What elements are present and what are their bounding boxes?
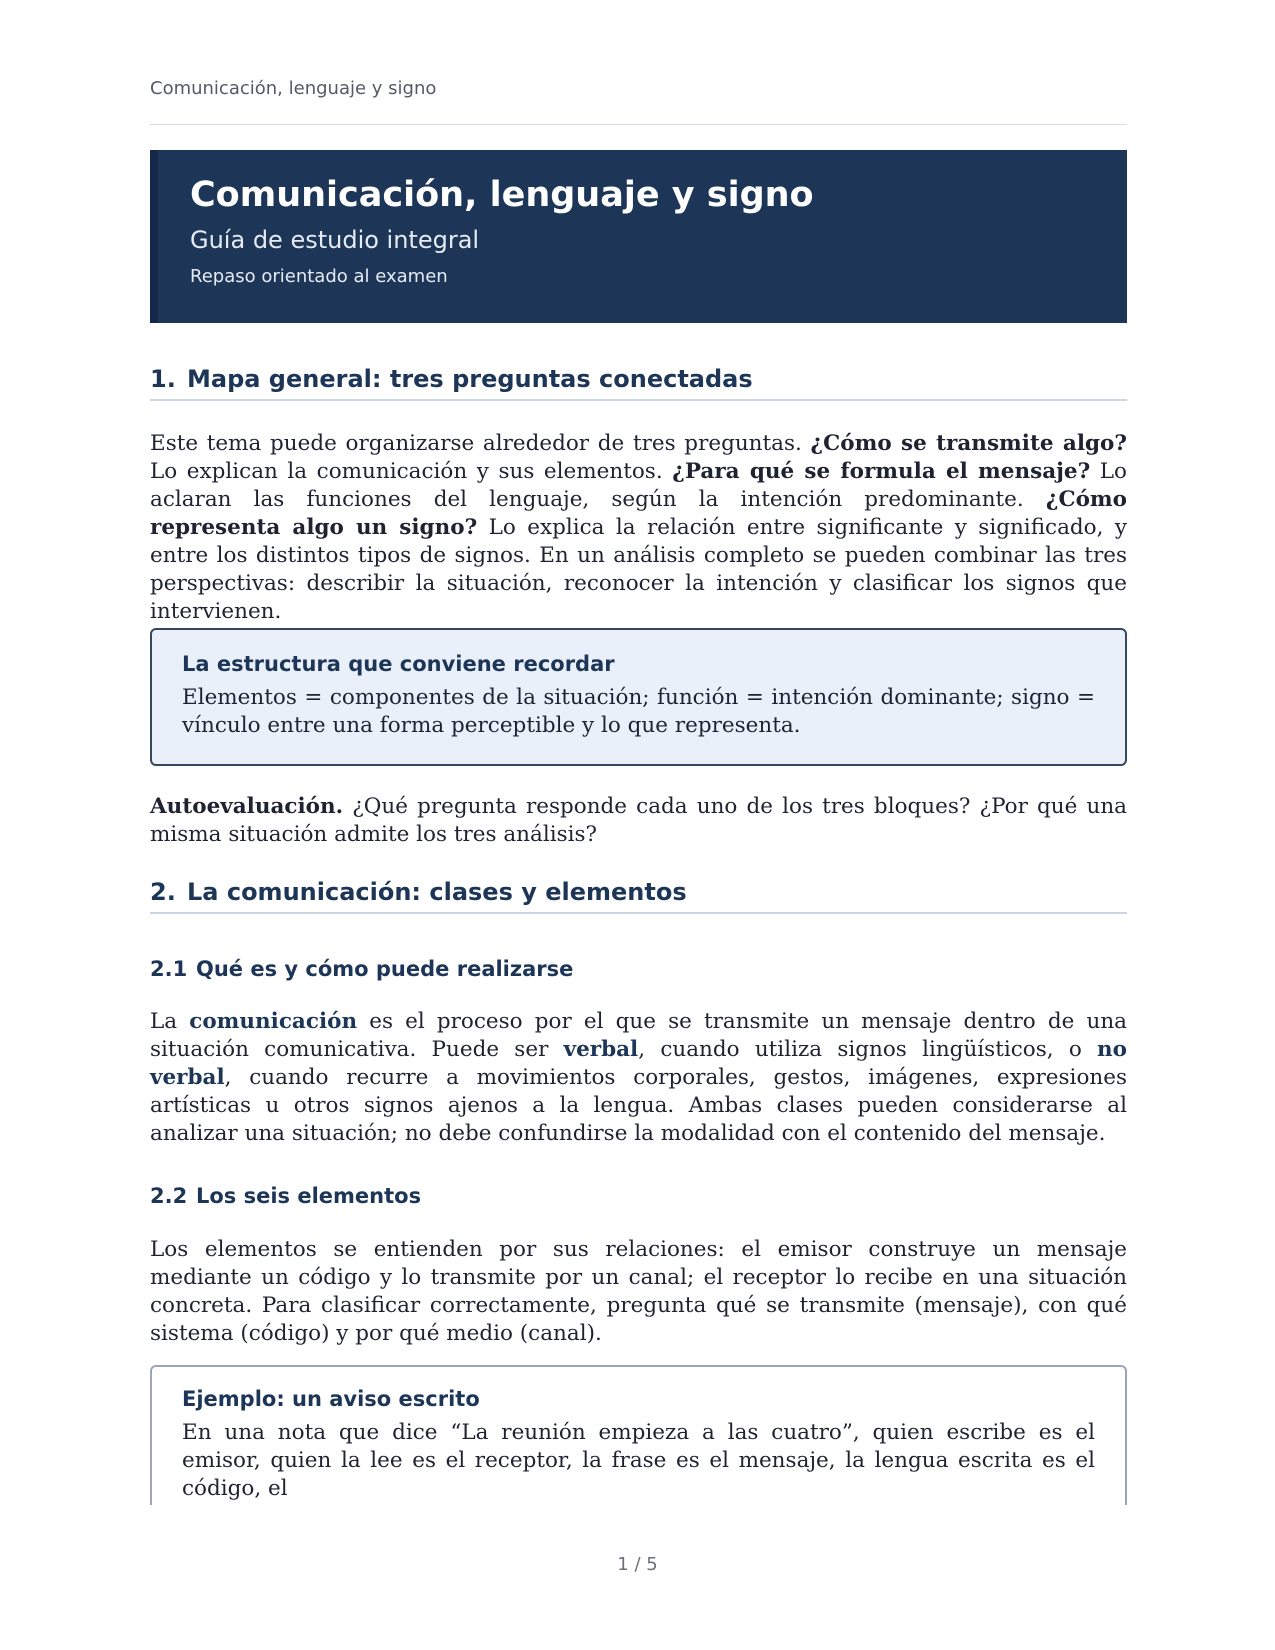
section-heading-2: [150, 878, 1127, 914]
section-number: 2.: [150, 878, 176, 906]
title-banner: [150, 150, 1127, 323]
text-run: La: [150, 1009, 190, 1034]
elements-paragraph: Los elementos se entienden por sus relaciones: el emisor construye un mensaje mediante un código y lo transmite por un canal; el receptor lo recibe en una situación concreta. Para clasificar correctamente, pregunta qué se transmite (mensaje), con qué sistema (código) y por qué medio (canal).: [150, 1237, 1127, 1346]
subsection-title: Qué es y cómo puede realizarse: [196, 957, 574, 981]
running-header: Comunicación, lenguaje y signo: [150, 78, 437, 99]
self-evaluation: [150, 793, 1127, 849]
section-number: 1.: [150, 365, 176, 393]
document-subtitle: Guía de estudio integral: [190, 226, 480, 254]
communication-paragraph: [150, 1008, 1127, 1148]
example-box: [150, 1365, 1127, 1505]
subsection-heading-2-2: [150, 1184, 421, 1208]
text-run: Lo explica la relación entre significante y significado, y entre los distintos tipos de signos. En un análisis completo se pueden combinar las tres perspectivas: describir la situación, reconocer la intención y clasificar los signos que intervienen.: [150, 515, 1128, 624]
box-text: Elementos = componentes de la situación; función = intención dominante; signo = vínculo entre una forma perceptible y lo que representa.: [182, 685, 1095, 738]
document-title: Comunicación, lenguaje y signo: [190, 175, 814, 215]
intro-paragraph: [150, 430, 1127, 626]
section-title: La comunicación: clases y elementos: [187, 878, 687, 906]
text-run: Lo explican la comunicación y sus elementos.: [150, 459, 673, 484]
page-number: 1 / 5: [617, 1554, 658, 1575]
section-title: Mapa general: tres preguntas conectadas: [187, 365, 753, 393]
highlight-term: comunicación: [189, 1009, 358, 1034]
box-title: La estructura que conviene recordar: [182, 652, 615, 676]
text-run: es el proceso por el que se transmite un mensaje dentro de una situación comunicativa. Puede ser: [150, 1009, 1127, 1062]
text-run: Lo aclaran las funciones del lenguaje, según la intención predominante.: [150, 459, 1127, 512]
example-title: Ejemplo: un aviso escrito: [182, 1387, 480, 1411]
self-eval-label: Autoevaluación.: [150, 794, 344, 819]
section-heading-1: [150, 365, 1127, 401]
example-text: En una nota que dice “La reunión empieza a las cuatro”, quien escribe es el emisor, quien la lee es el receptor, la frase es el mensaje, la lengua escrita es el código, el: [182, 1420, 1095, 1501]
text-run: Este tema puede organizarse alrededor de tres preguntas.: [150, 431, 811, 456]
subsection-title: Los seis elementos: [196, 1184, 422, 1208]
key-structure-box: [150, 628, 1127, 766]
highlight-term: verbal: [563, 1037, 639, 1062]
header-divider: [150, 124, 1127, 125]
subsection-number: 2.1: [150, 957, 188, 981]
bold-question: ¿Cómo representa algo un signo?: [150, 487, 1127, 540]
text-run: , cuando recurre a movimientos corporales, gestos, imágenes, expresiones artísticas u otros signos ajenos a la lengua. Ambas clases pueden considerarse al analizar una situación; no debe confundirse la modalidad con el contenido del mensaje.: [150, 1065, 1127, 1146]
bold-question: ¿Para qué se formula el mensaje?: [672, 459, 1091, 484]
highlight-term: no verbal: [150, 1037, 1127, 1090]
bold-question: ¿Cómo se transmite algo?: [810, 431, 1127, 456]
subsection-heading-2-1: [150, 957, 573, 981]
document-note: Repaso orientado al examen: [190, 266, 448, 287]
subsection-number: 2.2: [150, 1184, 188, 1208]
text-run: , cuando utiliza signos lingüísticos, o: [638, 1037, 1098, 1062]
self-eval-text: ¿Qué pregunta responde cada uno de los tres bloques? ¿Por qué una misma situación admite los tres análisis?: [150, 794, 1127, 847]
